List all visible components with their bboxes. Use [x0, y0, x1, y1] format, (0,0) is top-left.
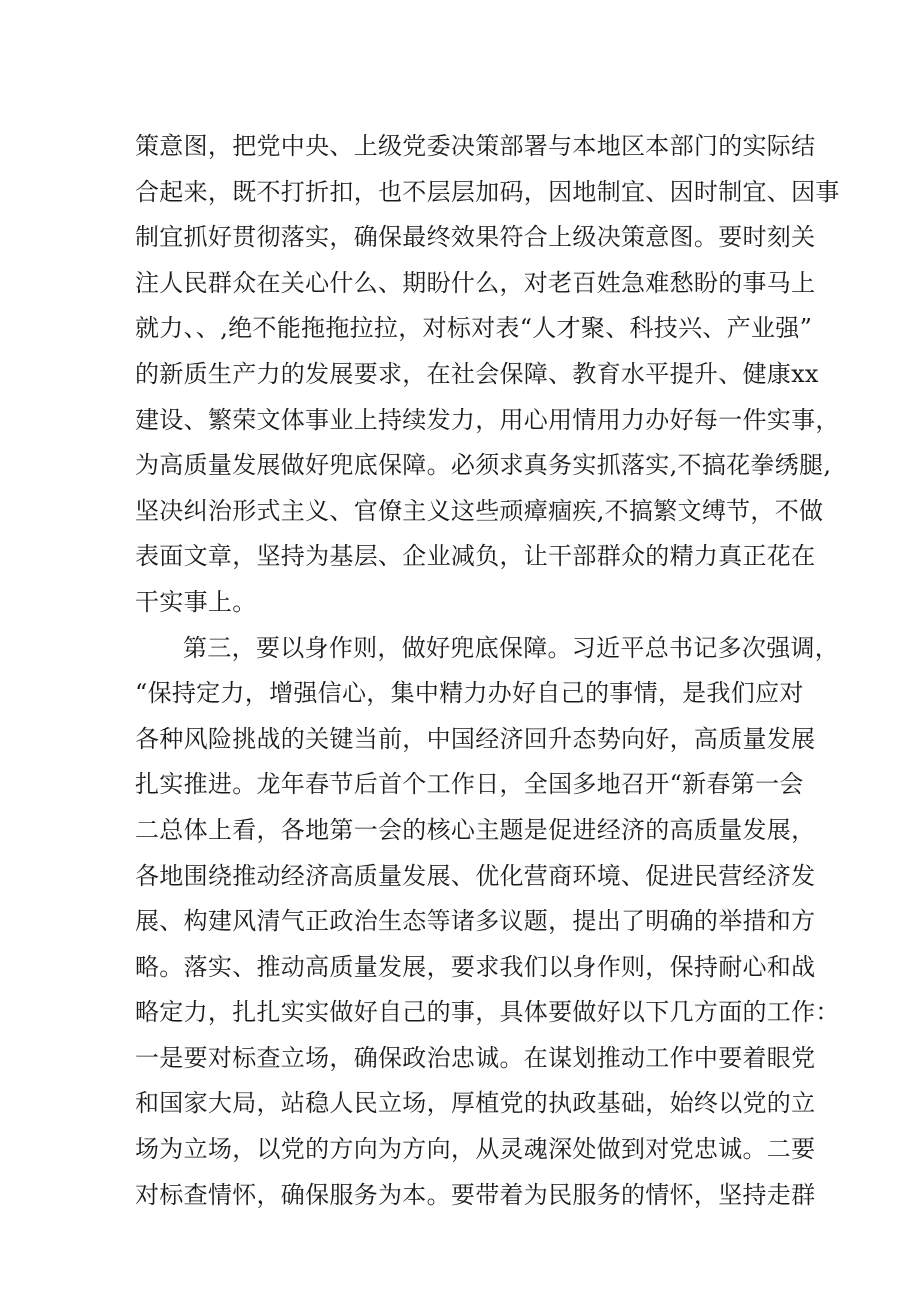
text-line: 注人民群众在关心什么、期盼什么，对老百姓急难愁盼的事马上 [135, 268, 816, 297]
text-line: 扎实推进。龙年春节后首个工作日，全国多地召开“新春第一会 [135, 770, 804, 799]
text-line: 制宜抓好贯彻落实，确保最终效果符合上级决策意图。要时刻关 [135, 223, 816, 252]
text-line: “保持定力，增强信心，集中精力办好自己的事情，是我们应对 [135, 679, 804, 708]
text-line: 展、构建风清气正政治生态等诸多议题，提出了明确的举措和方 [135, 907, 816, 936]
paragraph-start-line: 第三，要以身作则，做好兜底保障。习近平总书记多次强调， [183, 633, 840, 662]
text-line: 干实事上。 [135, 587, 257, 616]
text-line: 策意图，把党中央、上级党委决策部署与本地区本部门的实际结 [135, 132, 816, 160]
text-line: 和国家大局，站稳人民立场，厚植党的执政基础，始终以党的立 [135, 1089, 816, 1118]
text-line: 表面文章，坚持为基层、企业减负，让干部群众的精力真正花在 [135, 542, 816, 571]
text-line: 的新质生产力的发展要求，在社会保障、教育水平提升、健康xx [135, 359, 819, 388]
text-line: 坚决纠治形式主义、官僚主义这些顽瘴痼疾,不搞繁文缚节，不做 [135, 496, 824, 525]
text-line: 场为立场，以党的方向为方向，从灵魂深处做到对党忠诚。二要 [135, 1135, 816, 1164]
text-line: 二总体上看，各地第一会的核心主题是促进经济的高质量发展， [135, 815, 816, 844]
text-line: 各地围绕推动经济高质量发展、优化营商环境、促进民营经济发 [135, 861, 816, 890]
text-line: 各种风险挑战的关键当前，中国经济回升态势向好，高质量发展 [135, 724, 816, 753]
body-text [135, 124, 840, 1218]
text-line: 略定力，扎扎实实做好自己的事，具体要做好以下几方面的工作： [135, 998, 840, 1027]
text-line: 就力、、,绝不能拖拖拉拉，对标对表“人才聚、科技兴、产业强” [135, 314, 813, 343]
text-line: 为高质量发展做好兜底保障。必须求真务实抓落实,不搞花拳绣腿, [135, 451, 832, 480]
text-line: 合起来，既不打折扣，也不层层加码，因地制宜、因时制宜、因事 [135, 177, 840, 206]
text-line: 一是要对标查立场，确保政治忠诚。在谋划推动工作中要着眼党 [135, 1043, 816, 1072]
text-line: 建设、繁荣文体事业上持续发力，用心用情用力办好每一件实事， [135, 405, 840, 434]
text-line: 略。落实、推动高质量发展，要求我们以身作则，保持耐心和战 [135, 952, 816, 981]
text-line: 对标查情怀，确保服务为本。要带着为民服务的情怀，坚持走群 [135, 1180, 816, 1209]
